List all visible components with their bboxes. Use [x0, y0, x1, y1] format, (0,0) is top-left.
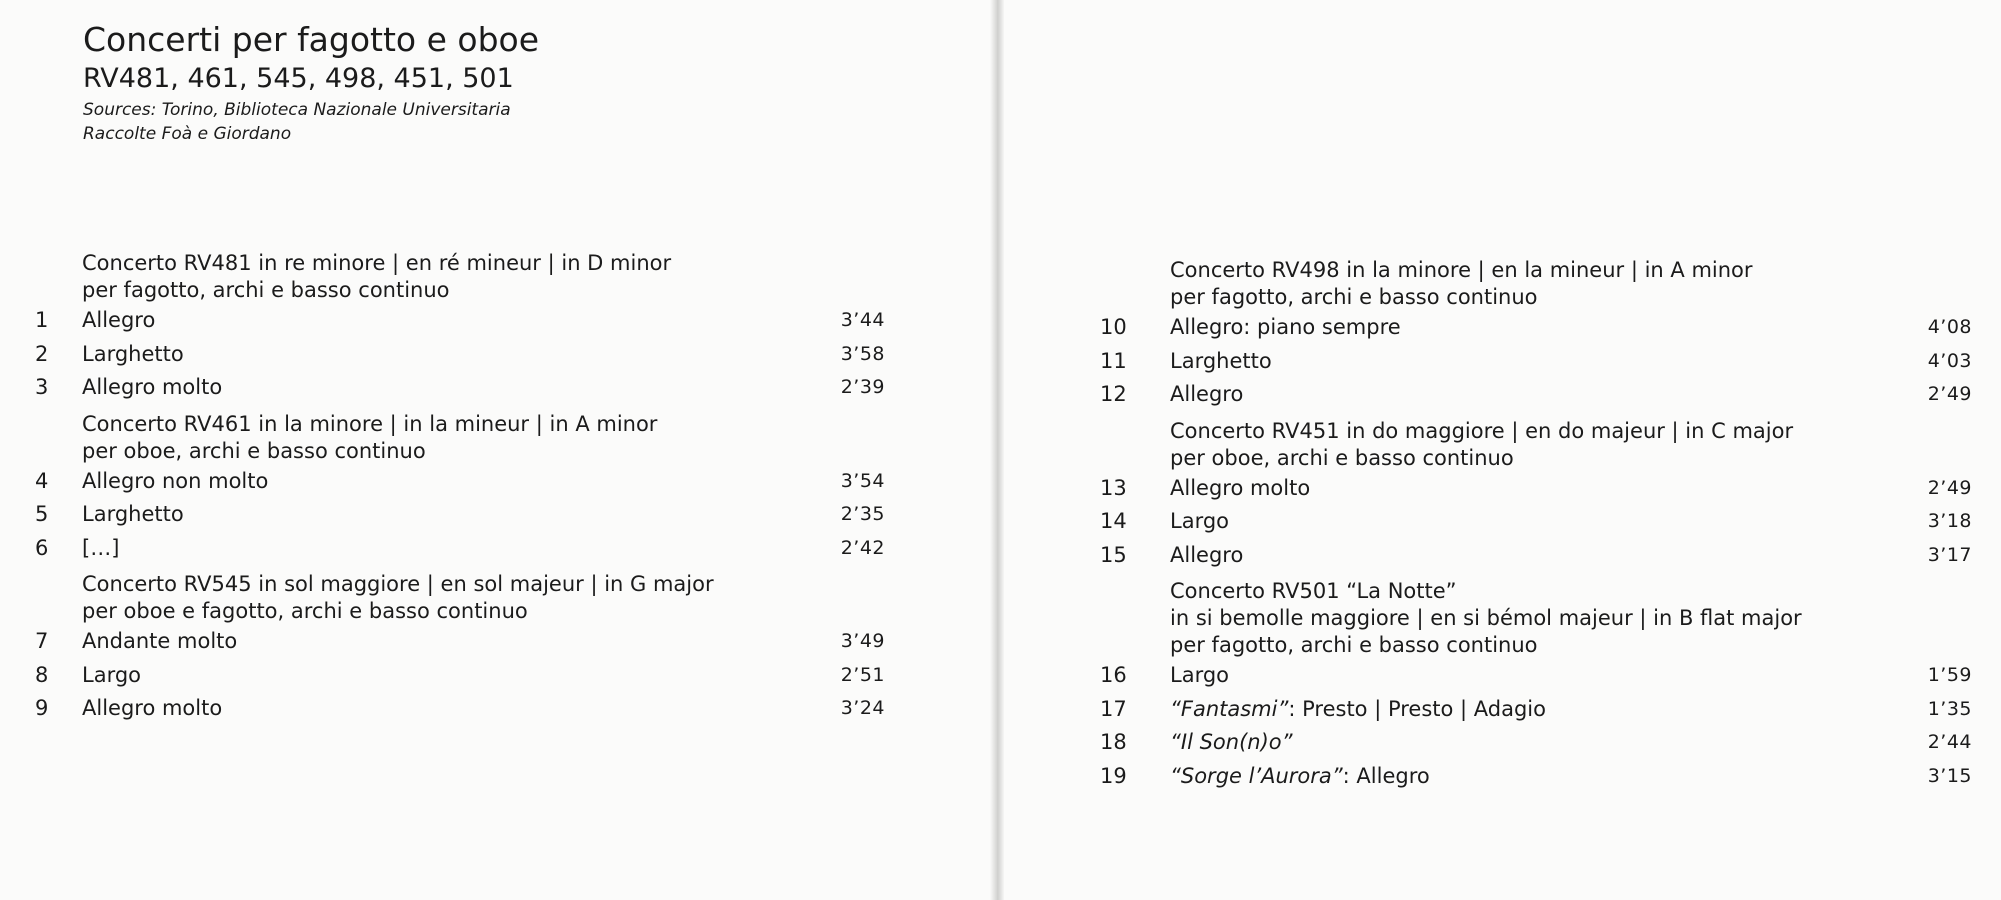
track-title	[1170, 693, 1546, 727]
track-duration: 3’44	[840, 309, 885, 331]
concerto-instrumentation: per fagotto, archi e basso continuo	[1170, 633, 1538, 657]
track-duration: 3’49	[840, 630, 885, 652]
track-number: 19	[1100, 763, 1127, 788]
track-duration: 1’35	[1927, 697, 1972, 720]
track-row	[35, 498, 885, 532]
track-row	[1100, 345, 1972, 379]
track-number: 4	[35, 468, 49, 493]
track-title: Allegro molto	[82, 696, 223, 720]
sources-line-1: Sources: Torino, Biblioteca Nazionale Universitaria	[83, 100, 511, 120]
track-number: 15	[1100, 542, 1127, 567]
track-duration: 2’51	[840, 663, 885, 686]
track-title: Largo	[1170, 663, 1230, 687]
catalog-numbers: RV481, 461, 545, 498, 451, 501	[83, 63, 514, 94]
track-number: 17	[1100, 696, 1127, 721]
sources-line-2: Raccolte Foà e Giordano	[83, 124, 292, 144]
track-title-italic: “Il Son(n)o”	[1170, 730, 1293, 754]
track-number: 14	[1100, 509, 1127, 533]
track-row	[35, 465, 885, 499]
track-row	[1100, 760, 1972, 794]
track-duration: 4’08	[1927, 316, 1972, 338]
track-row	[1100, 659, 1972, 693]
left-tracklist	[35, 250, 885, 732]
track-row	[1100, 505, 1972, 539]
concerto-block	[35, 250, 885, 405]
concerto-block	[35, 411, 885, 566]
concerto-heading: Concerto RV461 in la minore | in la mineur | in A minor	[82, 411, 658, 436]
concerto-block	[35, 571, 885, 726]
track-duration: 3’54	[840, 469, 885, 492]
concerto-heading: Concerto RV451 in do maggiore | en do majeur | in C major	[1170, 418, 1794, 443]
track-duration: 2’44	[1927, 731, 1972, 753]
right-tracklist	[1100, 257, 1972, 799]
track-title: Largo	[1170, 509, 1230, 533]
track-number: 5	[35, 502, 49, 526]
concerto-key: in si bemolle maggiore | en si bémol majeur | in B flat major	[1170, 606, 1802, 630]
track-duration: 4’03	[1927, 349, 1972, 372]
track-title: Largo	[82, 662, 142, 687]
track-row	[1100, 726, 1972, 760]
track-title-italic: “Sorge l’Aurora”	[1170, 763, 1343, 788]
track-row	[35, 692, 885, 726]
track-title-italic: “Fantasmi”	[1170, 696, 1289, 721]
track-number: 12	[1100, 382, 1127, 406]
track-title: Larghetto	[82, 502, 184, 526]
track-title-rest: : Allegro	[1342, 763, 1430, 788]
track-number: 16	[1100, 663, 1127, 687]
concerto-heading: Concerto RV481 in re minore | en ré mineur | in D minor	[82, 251, 672, 275]
track-title-rest: : Presto | Presto | Adagio	[1288, 696, 1546, 721]
track-title: Allegro non molto	[82, 468, 269, 493]
track-duration: 3’18	[1927, 510, 1972, 532]
concerto-heading: Concerto RV498 in la minore | en la mineur | in A minor	[1170, 258, 1753, 282]
track-title: Larghetto	[1170, 348, 1272, 373]
concerto-heading: Concerto RV501 “La Notte”	[1170, 579, 1457, 603]
track-title	[1170, 760, 1430, 794]
track-row	[1100, 311, 1972, 345]
track-number: 7	[35, 629, 49, 653]
track-duration: 2’49	[1927, 383, 1972, 405]
track-title: Larghetto	[82, 341, 184, 366]
track-duration: 2’35	[840, 503, 885, 525]
concerto-instrumentation: per oboe, archi e basso continuo	[1170, 445, 1514, 470]
track-title: Allegro	[1170, 542, 1244, 567]
booklet-header	[83, 18, 539, 146]
track-title: Allegro	[82, 308, 156, 332]
track-title: […]	[82, 535, 120, 560]
track-number: 6	[35, 535, 49, 560]
track-duration: 3’24	[840, 697, 885, 719]
track-number: 10	[1100, 315, 1127, 339]
concerto-instrumentation: per fagotto, archi e basso continuo	[82, 278, 450, 302]
track-row	[35, 371, 885, 405]
track-row	[35, 304, 885, 338]
track-row	[35, 625, 885, 659]
track-title: Allegro molto	[82, 375, 223, 399]
track-title: Allegro molto	[1170, 475, 1311, 500]
track-row	[1100, 378, 1972, 412]
page-title: Concerti per fagotto e oboe	[83, 20, 540, 59]
concerto-instrumentation: per oboe e fagotto, archi e basso continuo	[82, 599, 528, 623]
track-row	[35, 532, 885, 566]
track-number: 11	[1100, 348, 1127, 373]
track-duration: 2’42	[840, 536, 885, 559]
concerto-heading: Concerto RV545 in sol maggiore | en sol majeur | in G major	[82, 572, 714, 596]
track-duration: 3’15	[1927, 764, 1972, 787]
track-title: Allegro	[1170, 382, 1244, 406]
track-number: 1	[35, 308, 49, 332]
track-row	[1100, 539, 1972, 573]
track-number: 2	[35, 341, 49, 366]
track-duration: 2’39	[840, 376, 885, 398]
track-number: 9	[35, 696, 49, 720]
track-row	[1100, 693, 1972, 727]
track-duration: 3’58	[840, 342, 885, 365]
concerto-block	[1100, 418, 1972, 573]
page-gutter	[990, 0, 1004, 900]
concerto-block	[1100, 578, 1972, 793]
track-row	[1100, 472, 1972, 506]
track-duration: 2’49	[1927, 476, 1972, 499]
concerto-instrumentation: per fagotto, archi e basso continuo	[1170, 285, 1538, 309]
concerto-instrumentation: per oboe, archi e basso continuo	[82, 438, 426, 463]
track-duration: 1’59	[1927, 664, 1972, 686]
concerto-block	[1100, 257, 1972, 412]
track-number: 18	[1100, 730, 1127, 754]
track-number: 13	[1100, 475, 1127, 500]
track-title	[1170, 726, 1293, 760]
track-duration: 3’17	[1927, 543, 1972, 566]
track-title: Allegro: piano sempre	[1170, 315, 1401, 339]
track-row	[35, 338, 885, 372]
track-number: 8	[35, 662, 49, 687]
track-number: 3	[35, 375, 49, 399]
track-row	[35, 659, 885, 693]
track-title: Andante molto	[82, 629, 238, 653]
